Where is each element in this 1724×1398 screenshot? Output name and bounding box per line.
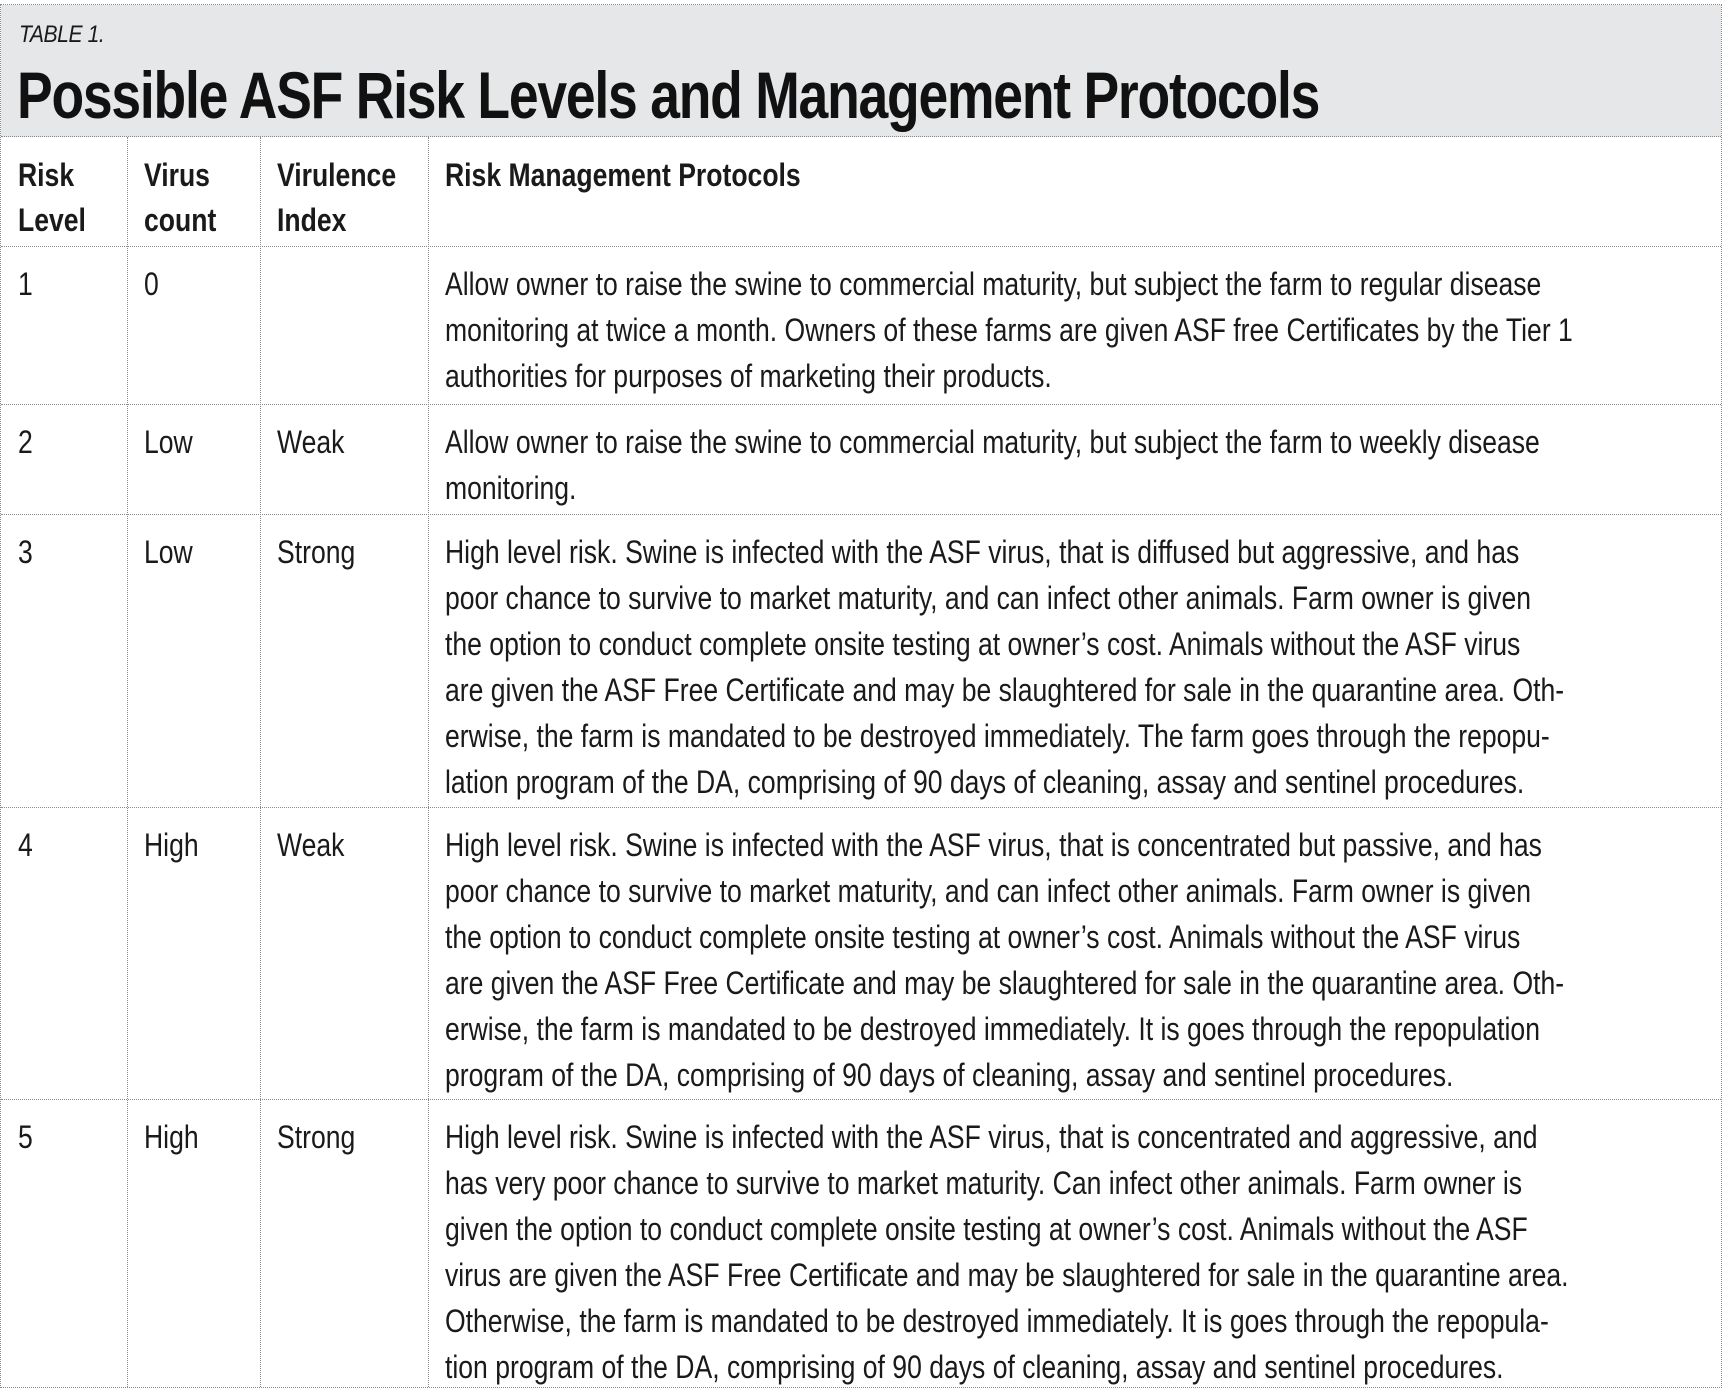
header-virus-count-line: count xyxy=(144,202,217,238)
cell-virus-count: 0 xyxy=(144,266,159,302)
cell-risk-level: 3 xyxy=(18,534,33,570)
cell-virus-count: High xyxy=(144,1119,199,1155)
table-row xyxy=(1,405,1721,515)
protocol-line: High level risk. Swine is infected with the ASF virus, that is concentrated but passive, and has xyxy=(445,827,1542,863)
header-risk-level xyxy=(18,153,86,243)
asf-risk-table xyxy=(0,4,1722,1388)
protocol-line: lation program of the DA, comprising of 90 days of cleaning, assay and sentinel procedures. xyxy=(445,764,1525,800)
cell-risk-level: 2 xyxy=(18,424,33,460)
cell-risk-level: 5 xyxy=(18,1119,33,1155)
protocol-line: High level risk. Swine is infected with the ASF virus, that is concentrated and aggressive, and xyxy=(445,1119,1538,1155)
header-virus-count xyxy=(144,153,216,243)
cell-risk-level: 1 xyxy=(18,266,33,302)
cell-protocol xyxy=(445,529,1564,805)
column-divider xyxy=(127,137,128,1387)
cell-virus-count: Low xyxy=(144,534,193,570)
header-virulence-index xyxy=(277,153,396,243)
protocol-line: are given the ASF Free Certificate and may be slaughtered for sale in the quarantine area. Oth- xyxy=(445,965,1565,1001)
table-row xyxy=(1,808,1721,1100)
protocol-line: poor chance to survive to market maturity, and can infect other animals. Farm owner is given xyxy=(445,873,1531,909)
table-row xyxy=(1,515,1721,808)
protocol-line: monitoring at twice a month. Owners of these farms are given ASF free Certificates by the Tier 1 xyxy=(445,312,1573,348)
protocol-line: High level risk. Swine is infected with the ASF virus, that is diffused but aggressive, and has xyxy=(445,534,1520,570)
protocol-line: erwise, the farm is mandated to be destroyed immediately. The farm goes through the repopu- xyxy=(445,718,1550,754)
header-virulence-index-line: Virulence xyxy=(277,157,397,193)
column-divider xyxy=(260,137,261,1387)
cell-protocol xyxy=(445,261,1573,399)
header-virulence-index-line: Index xyxy=(277,202,347,238)
protocol-line: the option to conduct complete onsite testing at owner’s cost. Animals without the ASF virus xyxy=(445,626,1521,662)
protocol-line: Allow owner to raise the swine to commercial maturity, but subject the farm to regular disease xyxy=(445,266,1542,302)
protocol-line: has very poor chance to survive to market maturity. Can infect other animals. Farm owner is xyxy=(445,1165,1523,1201)
protocol-line: Allow owner to raise the swine to commercial maturity, but subject the farm to weekly disease xyxy=(445,424,1540,460)
cell-protocol xyxy=(445,1114,1569,1390)
table-title: Possible ASF Risk Levels and Management Protocols xyxy=(17,58,1320,132)
cell-protocol xyxy=(445,419,1540,511)
protocol-line: the option to conduct complete onsite testing at owner’s cost. Animals without the ASF virus xyxy=(445,919,1521,955)
protocol-line: tion program of the DA, comprising of 90 days of cleaning, assay and sentinel procedures. xyxy=(445,1349,1504,1385)
cell-virulence-index: Weak xyxy=(277,827,345,863)
protocol-line: poor chance to survive to market maturity, and can infect other animals. Farm owner is given xyxy=(445,580,1531,616)
protocol-line: virus are given the ASF Free Certificate and may be slaughtered for sale in the quarantine area. xyxy=(445,1257,1569,1293)
table-label: TABLE 1. xyxy=(19,21,105,48)
protocol-line: Otherwise, the farm is mandated to be destroyed immediately. It is goes through the repopula- xyxy=(445,1303,1549,1339)
protocol-line: monitoring. xyxy=(445,470,577,506)
table-row xyxy=(1,247,1721,405)
header-risk-level-line: Risk xyxy=(18,157,75,193)
table-row xyxy=(1,1100,1721,1388)
table-header-row xyxy=(1,137,1721,247)
cell-protocol xyxy=(445,822,1564,1098)
header-virus-count-line: Virus xyxy=(144,157,210,193)
protocol-line: given the option to conduct complete onsite testing at owner’s cost. Animals without the ASF xyxy=(445,1211,1528,1247)
header-protocols: Risk Management Protocols xyxy=(445,157,801,193)
cell-virus-count: High xyxy=(144,827,199,863)
table-title-band xyxy=(1,5,1721,137)
protocol-line: are given the ASF Free Certificate and may be slaughtered for sale in the quarantine area. Oth- xyxy=(445,672,1565,708)
column-divider xyxy=(428,137,429,1387)
cell-risk-level: 4 xyxy=(18,827,33,863)
cell-virus-count: Low xyxy=(144,424,193,460)
protocol-line: erwise, the farm is mandated to be destroyed immediately. It is goes through the repopulation xyxy=(445,1011,1540,1047)
protocol-line: program of the DA, comprising of 90 days of cleaning, assay and sentinel procedures. xyxy=(445,1057,1454,1093)
cell-virulence-index: Weak xyxy=(277,424,345,460)
cell-virulence-index: Strong xyxy=(277,1119,356,1155)
protocol-line: authorities for purposes of marketing their products. xyxy=(445,358,1052,394)
cell-virulence-index: Strong xyxy=(277,534,356,570)
header-risk-level-line: Level xyxy=(18,202,86,238)
